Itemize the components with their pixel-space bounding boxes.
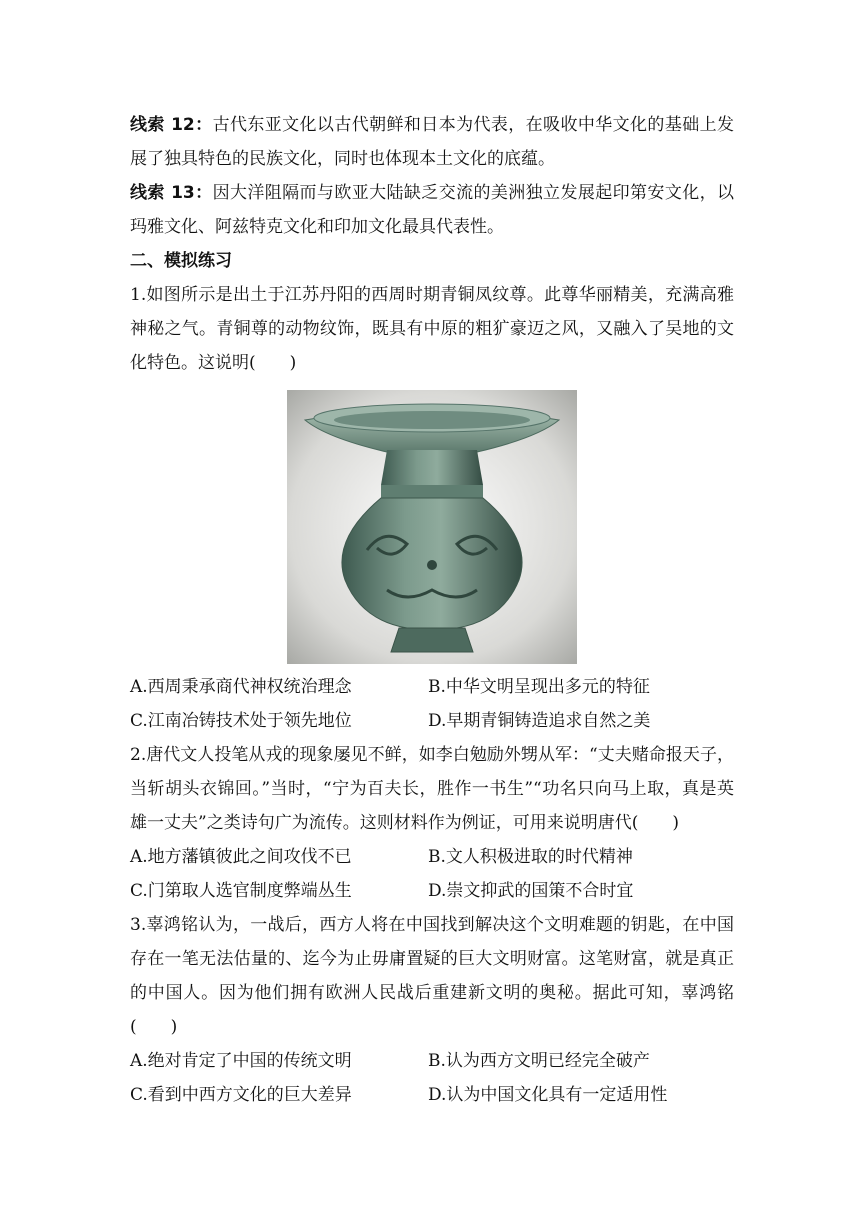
option-c: C.门第取人选官制度弊端丛生 (130, 881, 352, 901)
option-c: C.看到中西方文化的巨大差异 (130, 1085, 352, 1105)
question-1-options (130, 670, 734, 738)
option-d: D.认为中国文化具有一定适用性 (428, 1085, 668, 1105)
question-3-options (130, 1044, 734, 1112)
option-b: B.中华文明呈现出多元的特征 (428, 677, 650, 697)
option-c: C.江南冶铸技术处于领先地位 (130, 711, 352, 731)
clue-12 (130, 108, 734, 176)
option-d: D.早期青铜铸造追求自然之美 (428, 711, 651, 731)
question-2-stem: 2.唐代文人投笔从戎的现象屡见不鲜，如李白勉励外甥从军：“丈夫赌命报天子，当斩胡头衣锦回。”当时，“宁为百夫长，胜作一书生”“功名只向马上取，真是英雄一丈夫”之类诗句广为流传。这则材料作为例证，可用来说明唐代( ) (130, 745, 734, 833)
question-2-options (130, 840, 734, 908)
document-content (130, 108, 734, 1112)
bronze-zun-image (287, 390, 577, 664)
option-d: D.崇文抑武的国策不合时宜 (428, 881, 634, 901)
option-a: A.西周秉承商代神权统治理念 (130, 677, 352, 697)
option-b: B.认为西方文明已经完全破产 (428, 1051, 650, 1071)
clue-13 (130, 176, 734, 244)
option-a: A.绝对肯定了中国的传统文明 (130, 1051, 352, 1071)
question-3-stem: 3.辜鸿铭认为，一战后，西方人将在中国找到解决这个文明难题的钥匙，在中国存在一笔无法估量的、迄今为止毋庸置疑的巨大文明财富。这笔财富，就是真正的中国人。因为他们拥有欧洲人民战后重建新文明的奥秘。据此可知，辜鸿铭( ) (130, 915, 734, 1037)
section-heading: 二、模拟练习 (130, 251, 232, 271)
option-a: A.地方藩镇彼此之间攻伐不已 (130, 847, 352, 867)
clue-label: 线索 13： (130, 183, 213, 203)
question-1-stem: 1.如图所示是出土于江苏丹阳的西周时期青铜凤纹尊。此尊华丽精美，充满高雅神秘之气。青铜尊的动物纹饰，既具有中原的粗犷豪迈之风，又融入了吴地的文化特色。这说明( ) (130, 285, 734, 373)
clue-label: 线索 12： (130, 115, 213, 135)
clue-text: 因大洋阻隔而与欧亚大陆缺乏交流的美洲独立发展起印第安文化，以玛雅文化、阿兹特克文化和印加文化最具代表性。 (130, 183, 735, 237)
option-b: B.文人积极进取的时代精神 (428, 847, 633, 867)
clue-text: 古代东亚文化以古代朝鲜和日本为代表，在吸收中华文化的基础上发展了独具特色的民族文化，同时也体现本土文化的底蕴。 (130, 115, 735, 169)
